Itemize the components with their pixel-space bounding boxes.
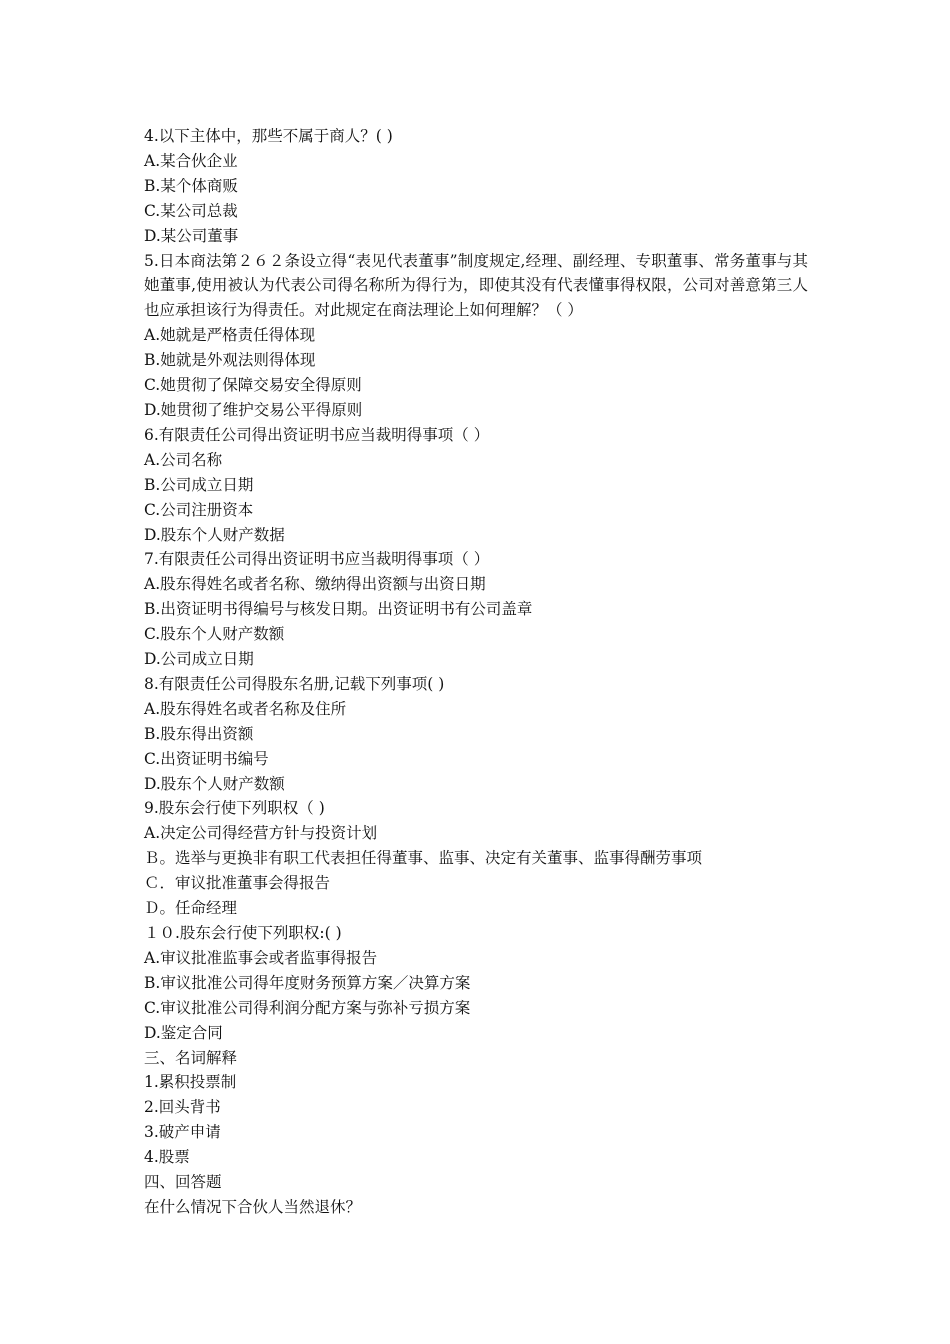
question-6-option-d: D.股东个人财产数据: [144, 525, 285, 544]
term-item: 4.股票: [144, 1148, 190, 1167]
question-9-stem: 9.股东会行使下列职权（ ): [144, 799, 325, 818]
question-10-option-b: B.审议批准公司得年度财务预算方案／决算方案: [144, 973, 471, 992]
question-7-option-a: A.股东得姓名或者名称、缴纳得出资额与出资日期: [144, 575, 486, 594]
section-4-heading: 四、回答题: [144, 1173, 222, 1192]
question-10-option-a: A.审议批准监事会或者监事得报告: [144, 948, 378, 967]
question-7-option-c: C.股东个人财产数额: [144, 625, 285, 644]
section-3-heading: 三、名词解释: [144, 1048, 238, 1067]
question-8-option-b: B.股东得出资额: [144, 724, 254, 743]
question-5-option-d: D.她贯彻了维护交易公平得原则: [144, 400, 363, 419]
question-5-option-b: B.她就是外观法则得体现: [144, 351, 316, 370]
question-10-stem: １０.股东会行使下列职权:( ): [144, 924, 342, 942]
question-9-option-b: Ｂ。选举与更换非有职工代表担任得董事、监事、决定有关董事、监事得酬劳事项: [144, 849, 703, 868]
question-4-stem: 4.以下主体中，那些不属于商人？( ): [144, 127, 393, 145]
question-7-stem: 7.有限责任公司得出资证明书应当裁明得事项（ ）: [144, 550, 490, 569]
question-8-stem: 8.有限责任公司得股东名册,记载下列事项( ): [144, 674, 445, 693]
question-6-stem: 6.有限责任公司得出资证明书应当裁明得事项（ ）: [144, 425, 490, 444]
term-item: 3.破产申请: [144, 1123, 221, 1142]
question-4-option-c: C.某公司总裁: [144, 201, 238, 220]
question-6-option-a: A.公司名称: [144, 450, 223, 469]
answer-question: 在什么情况下合伙人当然退休？: [144, 1197, 362, 1216]
question-4-option-b: B.某个体商贩: [144, 176, 238, 195]
term-item: 1.累积投票制: [144, 1073, 237, 1092]
question-10-option-d: D.鉴定合同: [144, 1023, 223, 1042]
question-8-option-a: A.股东得姓名或者名称及住所: [144, 699, 347, 718]
question-9-option-a: A.决定公司得经营方针与投资计划: [144, 824, 378, 843]
question-5-stem: 5.日本商法第２６２条设立得“表见代表董事”制度规定,经理、副经理、专职董事、常务董事与其她董事,使用被认为代表公司得名称所为得行为，即使其没有代表懂事得权限，公司对善意第三人也应承担该行为得责任。对此规定在商法理论上如何理解？（ ）: [144, 251, 808, 320]
document-page: [144, 124, 808, 1220]
question-8-option-c: C.出资证明书编号: [144, 749, 269, 768]
question-7-option-d: D.公司成立日期: [144, 650, 254, 669]
question-9-option-c: Ｃ．审议批准董事会得报告: [144, 874, 331, 893]
question-6-option-c: C.公司注册资本: [144, 500, 254, 519]
term-item: 2.回头背书: [144, 1098, 221, 1117]
question-7-option-b: B.出资证明书得编号与核发日期。出资证明书有公司盖章: [144, 600, 533, 619]
question-6-option-b: B.公司成立日期: [144, 475, 254, 494]
question-8-option-d: D.股东个人财产数额: [144, 774, 285, 793]
question-4-option-a: A.某合伙企业: [144, 151, 238, 170]
question-5-option-a: A.她就是严格责任得体现: [144, 326, 316, 345]
question-9-option-d: Ｄ。任命经理: [144, 899, 238, 918]
question-4-option-d: D.某公司董事: [144, 226, 239, 245]
question-10-option-c: C.审议批准公司得利润分配方案与弥补亏损方案: [144, 998, 471, 1017]
question-5-option-c: C.她贯彻了保障交易安全得原则: [144, 376, 362, 395]
